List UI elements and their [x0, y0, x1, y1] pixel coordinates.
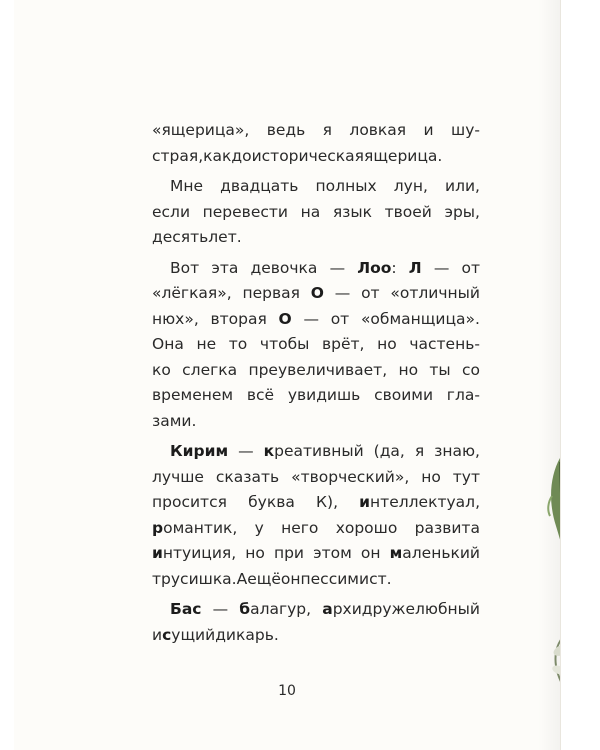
text-line: [152, 383, 480, 409]
word: со: [461, 360, 480, 379]
word: дикарь.: [215, 625, 279, 644]
word: Кирим: [170, 442, 229, 460]
word: чтобы: [259, 335, 310, 353]
word: при: [273, 544, 304, 562]
word: романтик,: [152, 518, 238, 537]
word: этом: [313, 544, 352, 562]
word: частень-: [409, 335, 480, 353]
word: если: [152, 202, 191, 221]
word: —: [212, 600, 229, 618]
word: «лёгкая»,: [152, 284, 232, 302]
word: и: [423, 121, 434, 139]
word: нюх»,: [152, 309, 199, 328]
word: я: [414, 442, 425, 460]
word: лун,: [393, 177, 428, 195]
word: развита: [414, 518, 480, 537]
word: от: [361, 284, 380, 302]
word: то: [228, 335, 248, 353]
word: шу-: [451, 121, 480, 139]
word: он: [280, 569, 301, 588]
paragraph: [152, 118, 480, 169]
word: у: [254, 518, 264, 537]
word: Мне: [170, 177, 204, 195]
word: ящерица.: [364, 146, 443, 165]
word: сущий: [162, 625, 216, 644]
word: гла-: [446, 386, 480, 404]
word: но: [377, 335, 397, 353]
text-line: [152, 307, 480, 333]
word: ещё: [247, 569, 281, 588]
word: девочка: [250, 258, 318, 277]
word: ведь: [266, 121, 306, 139]
word: балагур,: [239, 600, 312, 618]
word: сказать: [215, 467, 280, 486]
word: лучше: [152, 467, 204, 486]
text-line: [152, 118, 480, 144]
text-line: [152, 516, 480, 542]
word: от: [461, 258, 480, 277]
word: него: [281, 518, 319, 537]
book-page: [14, 0, 560, 750]
word: трусишка.: [152, 569, 237, 588]
word: хорошо: [335, 518, 398, 537]
text-line: [152, 256, 480, 282]
word: —: [334, 284, 351, 302]
text-line: [152, 623, 480, 649]
word: своими: [374, 386, 434, 404]
text-line: [152, 465, 480, 491]
word: буква: [248, 493, 295, 511]
word: двадцать: [220, 177, 299, 195]
word: Лоо:: [357, 258, 397, 277]
text-line: [152, 541, 480, 567]
text-line: [152, 490, 480, 516]
word: «отличный: [390, 284, 480, 302]
word: ловкая: [349, 121, 407, 139]
word: О: [278, 309, 292, 328]
text-line: [152, 409, 480, 435]
word: знаю,: [434, 442, 480, 460]
word: —: [238, 442, 254, 460]
word: преувеличивает,: [248, 360, 388, 379]
word: ко: [152, 360, 171, 379]
word: зами.: [152, 411, 197, 430]
page-number: 10: [278, 683, 296, 699]
word: он: [360, 544, 381, 562]
text-line: [152, 174, 480, 200]
text-line: [152, 332, 480, 358]
word: первая: [242, 284, 300, 302]
text-line: [152, 567, 480, 593]
word: на: [300, 202, 321, 221]
paragraph: [152, 439, 480, 592]
word: «творческий»,: [291, 467, 410, 486]
word: Она: [152, 335, 184, 353]
word: «ящерица»,: [152, 121, 250, 139]
word: от: [330, 309, 350, 328]
word: ты: [429, 360, 451, 379]
paragraph: [152, 256, 480, 435]
word: я: [322, 121, 332, 139]
word: —: [329, 258, 346, 277]
word: эры,: [444, 202, 480, 221]
word: но: [245, 544, 265, 562]
word: интуиция,: [152, 544, 237, 562]
text-line: [152, 358, 480, 384]
word: Вот: [170, 258, 200, 277]
word: но: [421, 467, 441, 486]
word: маленький: [389, 544, 480, 562]
word: О: [310, 284, 324, 302]
word: не: [196, 335, 217, 353]
word: или,: [445, 177, 480, 195]
word: страя,: [152, 146, 204, 165]
word: интеллектуал,: [359, 493, 480, 511]
word: и: [152, 625, 163, 644]
word: (да,: [373, 442, 405, 460]
word: слегка: [182, 360, 238, 379]
word: К),: [316, 493, 338, 511]
word: Л: [408, 258, 422, 277]
word: креативный: [263, 442, 364, 460]
text-line: [152, 200, 480, 226]
word: пессимист.: [300, 569, 392, 588]
leaf-illustration-icon: [546, 456, 560, 556]
word: —: [303, 309, 319, 328]
word: врёт,: [322, 335, 365, 353]
word: «обманщица».: [360, 309, 480, 328]
word: временем: [152, 386, 234, 404]
word: вторая: [210, 309, 267, 328]
word: тут: [452, 467, 480, 486]
text-line: [152, 225, 480, 251]
word: А: [236, 569, 248, 588]
word: десять: [152, 228, 209, 246]
text-line: [152, 144, 480, 170]
word: эта: [211, 258, 239, 277]
word: твоей: [384, 202, 432, 221]
word: полных: [315, 177, 377, 195]
word: архидружелюбный: [322, 600, 480, 618]
word: но: [398, 360, 419, 379]
text-line: [152, 597, 480, 623]
text-line: [152, 281, 480, 307]
word: язык: [332, 202, 372, 221]
body-text: [152, 118, 480, 653]
paragraph: [152, 597, 480, 648]
word: всё: [246, 386, 275, 404]
word: перевести: [202, 202, 288, 221]
word: доисторическая: [231, 146, 364, 165]
word: лет.: [208, 228, 242, 246]
word: —: [433, 258, 450, 277]
word: Бас: [170, 600, 202, 618]
word: увидишь: [287, 386, 361, 404]
word: просится: [152, 493, 227, 511]
word: как: [203, 146, 232, 165]
paragraph: [152, 174, 480, 251]
text-line: [152, 439, 480, 465]
